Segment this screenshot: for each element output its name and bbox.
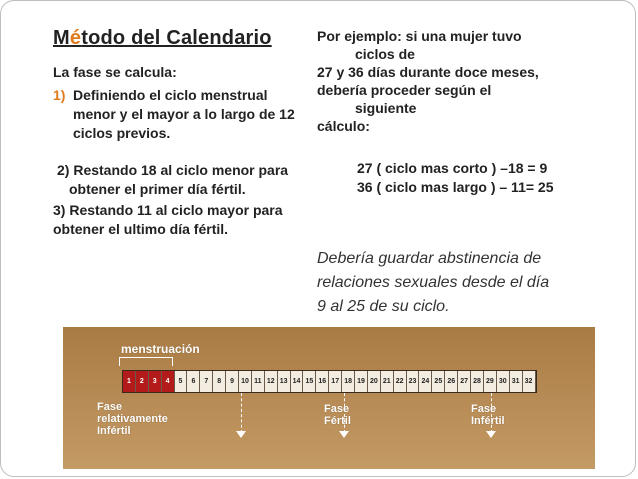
day-cell: 24 bbox=[419, 371, 432, 392]
day-cell: 22 bbox=[394, 371, 407, 392]
list-item-1: 1) Definiendo el ciclo menstrual menor y el mayor a lo largo de 12 ciclos previos. bbox=[53, 87, 295, 141]
list-item-2-continued: obtener el primer día fértil. bbox=[69, 181, 246, 197]
day-cell: 25 bbox=[432, 371, 445, 392]
menstruation-label: menstruación bbox=[121, 342, 200, 356]
day-cell: 15 bbox=[303, 371, 316, 392]
phase-infertile: Fase Infértil bbox=[471, 403, 505, 427]
phase-fertile: Fase Fértil bbox=[324, 403, 351, 427]
calc-long-cycle: 36 ( ciclo mas largo ) – 11= 25 bbox=[357, 179, 554, 195]
arrow-down-icon bbox=[339, 431, 349, 438]
day-cell: 16 bbox=[316, 371, 329, 392]
menstruation-bracket bbox=[119, 357, 173, 366]
list-item-3: 3) Restando 11 al ciclo mayor para obtener el ultimo día fértil. bbox=[53, 202, 283, 237]
day-cell: 29 bbox=[484, 371, 497, 392]
list-item-2: 2) Restando 18 al ciclo menor para bbox=[57, 162, 289, 178]
arrow-down-icon bbox=[236, 431, 246, 438]
day-cell: 20 bbox=[368, 371, 381, 392]
calc-short-cycle: 27 ( ciclo mas corto ) –18 = 9 bbox=[357, 160, 548, 176]
day-cell: 19 bbox=[355, 371, 368, 392]
day-cell: 31 bbox=[510, 371, 523, 392]
day-cell: 32 bbox=[523, 371, 536, 392]
day-cell: 9 bbox=[226, 371, 239, 392]
day-cell: 17 bbox=[329, 371, 342, 392]
day-cell: 21 bbox=[381, 371, 394, 392]
day-cell: 4 bbox=[162, 371, 175, 392]
day-cell: 6 bbox=[187, 371, 200, 392]
day-cell: 18 bbox=[342, 371, 355, 392]
phase-divider-1 bbox=[241, 393, 242, 433]
slide-title: Método del Calendario bbox=[53, 27, 272, 49]
day-cell: 2 bbox=[136, 371, 149, 392]
day-cell: 7 bbox=[200, 371, 213, 392]
day-cell: 27 bbox=[458, 371, 471, 392]
day-cell: 3 bbox=[149, 371, 162, 392]
phase-relatively-infertile: Fase relativamente Infértil bbox=[97, 401, 168, 437]
arrow-down-icon bbox=[486, 431, 496, 438]
abstinence-note: Debería guardar abstinencia de relaciones sexuales desde el día 9 al 25 de su ciclo. bbox=[317, 250, 550, 315]
day-cell: 5 bbox=[175, 371, 188, 392]
day-strip bbox=[122, 370, 537, 393]
day-cell: 12 bbox=[265, 371, 278, 392]
intro-text: La fase se calcula: bbox=[53, 64, 177, 80]
day-cell: 1 bbox=[123, 371, 136, 392]
day-cell: 14 bbox=[291, 371, 304, 392]
day-cell: 30 bbox=[497, 371, 510, 392]
day-cell: 11 bbox=[252, 371, 265, 392]
calculation bbox=[357, 159, 554, 197]
day-cell: 28 bbox=[471, 371, 484, 392]
left-column bbox=[53, 63, 308, 239]
day-cell: 23 bbox=[407, 371, 420, 392]
day-cell: 26 bbox=[445, 371, 458, 392]
day-cell: 10 bbox=[239, 371, 252, 392]
day-cell: 13 bbox=[278, 371, 291, 392]
day-cell: 8 bbox=[213, 371, 226, 392]
example-text: Por ejemplo: si una mujer tuvo ciclos de 27 y 36 días durante doce meses, debería proceder según el siguiente cálculo: bbox=[317, 28, 539, 134]
